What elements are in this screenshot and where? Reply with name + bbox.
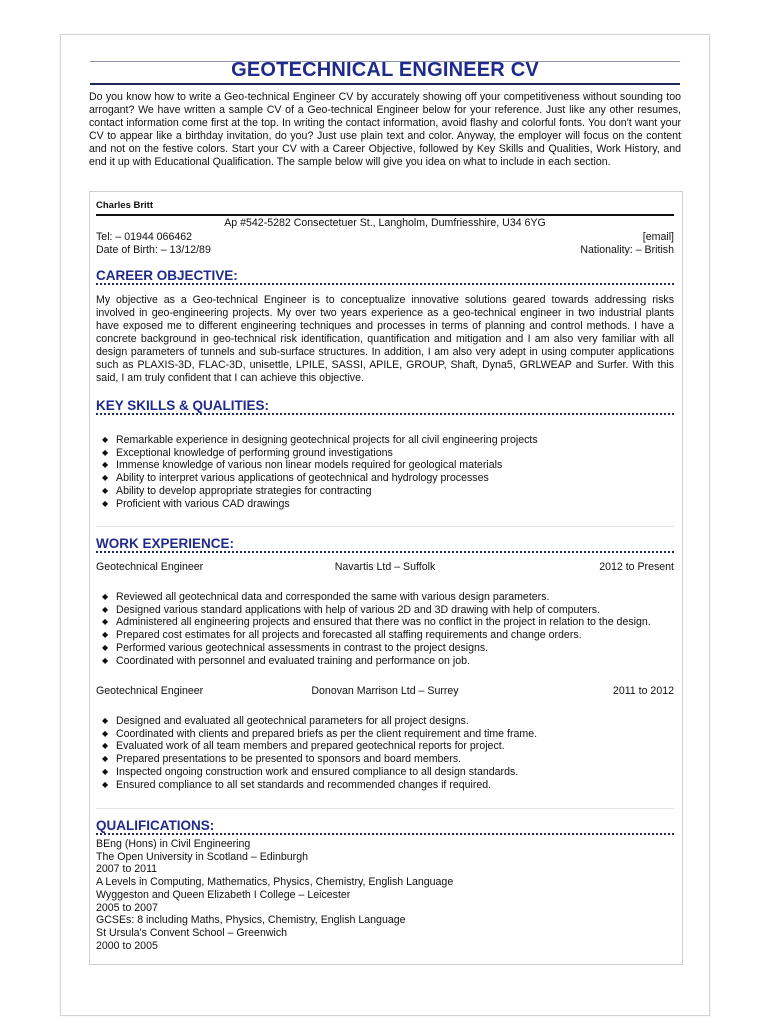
list-item [98, 485, 668, 498]
list-item-text: Inspected ongoing construction work and ensured compliance to all design standards. [116, 765, 519, 778]
job-dates: 2011 to 2012 [612, 685, 674, 697]
intro-paragraph: Do you know how to write a Geo-technical Engineer CV by accurately showing off your competitiveness without sounding too arrogant? We have written a sample CV of a Geo-technical Engineer below for your reference. Just like any other resumes, contact information come first at the top. In writing the contact information, avoid flashy and colorful fonts. You don't want your CV to appear like a birthday invitation, do you? Just use plain text and color. Anyway, the employer will focus on the content and not on the festive colors. Start your CV with a Career Objective, followed by Key Skills and Qualities, Work History, and end it up with Educational Qualification. The sample below will give you idea on what to include in each section. [89, 91, 681, 168]
list-item [98, 740, 668, 753]
list-item-text: Exceptional knowledge of performing ground investigations [116, 446, 393, 459]
list-item-text: Administered all engineering projects and ensured that there was no conflict in the project in relation to the design. [116, 616, 651, 629]
bullet-icon: ◆ [102, 766, 109, 776]
bullet-icon: ◆ [102, 741, 109, 751]
job-header [96, 685, 674, 699]
list-item [98, 616, 668, 629]
list-item [98, 753, 668, 766]
qualification-line: The Open University in Scotland – Edinburgh [96, 850, 308, 863]
qualifications-heading: QUALIFICATIONS: [96, 818, 215, 833]
qualification-line: GCSEs: 8 including Maths, Physics, Chemistry, English Language [96, 914, 406, 927]
qualifications-list [96, 838, 674, 952]
personal-row [96, 244, 674, 257]
job-header [96, 561, 674, 575]
bullet-icon: ◆ [102, 655, 109, 665]
qualification-line: 2000 to 2005 [96, 939, 158, 952]
bullet-icon: ◆ [102, 617, 109, 627]
list-item-text: Proficient with various CAD drawings [116, 497, 290, 510]
qualification-line: A Levels in Computing, Mathematics, Physics, Chemistry, English Language [96, 876, 454, 889]
list-item-text: Ability to interpret various applications of geotechnical and hydrology processes [116, 472, 489, 485]
job-title: Geotechnical Engineer [96, 561, 204, 573]
list-item [98, 472, 668, 485]
section-rule [96, 551, 674, 553]
job-duties-list [98, 591, 668, 667]
bullet-icon: ◆ [102, 754, 109, 764]
list-item-text: Ensured compliance to all set standards and recommended changes if required. [116, 778, 492, 791]
job-duties-list [98, 715, 668, 791]
list-item-text: Evaluated work of all team members and prepared geotechnical reports for project. [116, 740, 505, 753]
list-item [98, 459, 668, 472]
list-item [98, 498, 668, 511]
list-item-text: Coordinated with clients and prepared briefs as per the client requirement and time frame. [116, 727, 538, 740]
bullet-icon: ◆ [102, 716, 109, 725]
bullet-icon: ◆ [102, 728, 109, 738]
title-rule [90, 59, 680, 85]
name-rule [96, 214, 674, 216]
section-rule [96, 833, 674, 835]
address: Ap #542-5282 Consectetuer St., Langholm, Dumfriesshire, U34 6YG [224, 217, 546, 229]
date-of-birth: Date of Birth: – 13/12/89 [96, 244, 211, 256]
qualification-line: Wyggeston and Queen Elizabeth I College – Leicester [96, 888, 351, 901]
job-title: Geotechnical Engineer [96, 685, 204, 697]
job-dates: 2012 to Present [599, 561, 674, 573]
list-item-text: Designed and evaluated all geotechnical parameters for all project designs. [116, 715, 469, 727]
bullet-icon: ◆ [102, 592, 109, 601]
list-item-text: Reviewed all geotechnical data and corresponded the same with various design parameters. [116, 591, 550, 603]
qualification-line: St Ursula's Convent School – Greenwich [96, 926, 288, 939]
list-item [98, 447, 668, 460]
list-item [98, 655, 668, 668]
list-item [98, 766, 668, 779]
bullet-icon: ◆ [102, 779, 109, 789]
document-page [60, 34, 710, 1016]
email: [email] [642, 231, 674, 243]
section-rule [96, 283, 674, 285]
qualification-line: 2007 to 2011 [96, 863, 158, 876]
bullet-icon: ◆ [102, 473, 109, 483]
list-item [98, 434, 668, 447]
bullet-icon: ◆ [102, 604, 109, 614]
list-item-text: Designed various standard applications with help of various 2D and 3D drawing with help of computers. [116, 603, 601, 616]
job-company: Donovan Marrison Ltd – Surrey [311, 685, 459, 697]
skills-list [98, 434, 668, 510]
bullet-icon: ◆ [102, 498, 109, 508]
bullet-icon: ◆ [102, 642, 109, 652]
list-item-text: Ability to develop appropriate strategies for contracting [116, 484, 372, 497]
list-item [98, 642, 668, 655]
bullet-icon: ◆ [102, 630, 109, 640]
list-item [98, 728, 668, 741]
bullet-icon: ◆ [102, 460, 109, 470]
work-experience-heading: WORK EXPERIENCE: [96, 536, 235, 551]
divider [96, 526, 674, 527]
list-item [98, 604, 668, 617]
qualification-line: 2005 to 2007 [96, 901, 158, 914]
cv-sample-box [89, 191, 683, 965]
page-title: GEOTECHNICAL ENGINEER CV [231, 59, 539, 81]
list-item-text: Immense knowledge of various non linear models required for geological materials [116, 459, 503, 472]
list-item [98, 591, 668, 604]
nationality: Nationality: – British [580, 244, 674, 256]
list-item-text: Prepared presentations to be presented to sponsors and board members. [116, 753, 462, 766]
section-rule [96, 413, 674, 415]
list-item-text: Coordinated with personnel and evaluated training and performance on job. [116, 654, 470, 667]
candidate-name: Charles Britt [96, 200, 154, 211]
list-item-text: Performed various geotechnical assessments in contrast to the project designs. [116, 641, 489, 654]
bullet-icon: ◆ [102, 447, 109, 457]
skills-heading: KEY SKILLS & QUALITIES: [96, 398, 270, 413]
qualification-line: BEng (Hons) in Civil Engineering [96, 838, 251, 850]
list-item [98, 779, 668, 792]
career-objective-text: My objective as a Geo-technical Engineer is to conceptualize innovative solutions geared towards addressing risks involved in geo-engineering projects. My over two years experience as a geo-technical engineer in two industrial plants have exposed me to different engineering techniques and processes in terms of planning and control methods. I have a concrete background in geo-technical risk identification, quantification and mitigation and I am also very familiar with all design parameters of tunnels and sub-surface structures. In addition, I am also very adept in using computer applications such as PLAXIS-3D, FLAC-3D, unisettle, LPILE, SASSI, APILE, GROUP, Shaft, Dyna5, GRLWEAP and Surfer. With this said, I am truly confident that I can achieve this objective. [96, 294, 674, 384]
bullet-icon: ◆ [102, 485, 109, 495]
bullet-icon: ◆ [102, 435, 109, 444]
divider [96, 808, 674, 809]
list-item [98, 629, 668, 642]
career-objective-heading: CAREER OBJECTIVE: [96, 268, 238, 283]
job-company: Navartis Ltd – Suffolk [334, 561, 436, 573]
contact-row [96, 231, 674, 244]
list-item-text: Prepared cost estimates for all projects and forecasted all staffing requirements and change orders. [116, 629, 582, 642]
telephone: Tel: – 01944 066462 [96, 231, 193, 243]
list-item [98, 715, 668, 728]
list-item-text: Remarkable experience in designing geotechnical projects for all civil engineering projects [116, 434, 538, 446]
